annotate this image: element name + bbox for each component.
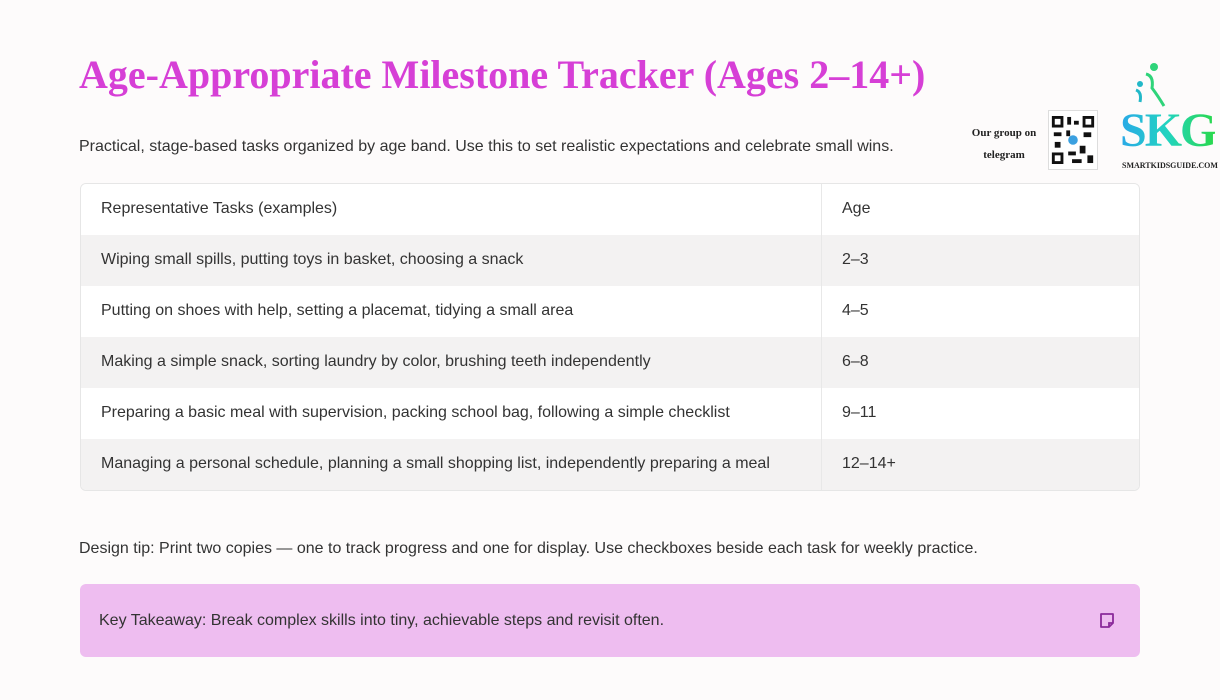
telegram-text: Our group on — [971, 127, 1037, 139]
task-cell: Putting on shoes with help, setting a placemat, tidying a small area — [81, 286, 822, 337]
sticky-note-icon — [1098, 612, 1116, 630]
telegram-text-2: telegram — [983, 149, 1025, 161]
design-tip: Design tip: Print two copies — one to track progress and one for display. Use checkboxes beside each task for weekly practice. — [79, 540, 978, 557]
header-tasks: Representative Tasks (examples) — [81, 184, 822, 235]
table-row — [81, 337, 1139, 388]
subtitle: Practical, stage-based tasks organized by age band. Use this to set realistic expectations and celebrate small wins. — [79, 138, 894, 155]
takeaway-text: Key Takeaway: Break complex skills into tiny, achievable steps and revisit often. — [99, 611, 665, 629]
table-row — [81, 235, 1139, 286]
brand-logo: SKG — [1120, 104, 1216, 157]
age-cell: 4–5 — [842, 302, 869, 319]
kids-logo-icon — [1132, 62, 1166, 108]
table-row — [81, 286, 1139, 337]
task-cell: Managing a personal schedule, planning a small shopping list, independently preparing a meal — [81, 439, 822, 490]
age-cell: 6–8 — [842, 353, 869, 370]
brand-url: SMARTKIDSGUIDE.COM — [1122, 161, 1218, 170]
age-cell: 9–11 — [842, 404, 877, 421]
table-header — [81, 184, 1139, 235]
task-cell: Preparing a basic meal with supervision, packing school bag, following a simple checklist — [81, 388, 822, 439]
key-takeaway-callout — [80, 584, 1140, 657]
qr-code-icon — [1048, 110, 1098, 170]
header-age: Age — [842, 200, 871, 217]
telegram-label — [966, 122, 1042, 166]
table-row — [81, 388, 1139, 439]
page-title: Age-Appropriate Milestone Tracker (Ages 2–14+) — [79, 52, 926, 97]
milestone-table — [80, 183, 1140, 491]
age-cell: 2–3 — [842, 251, 869, 268]
table-row — [81, 439, 1139, 490]
task-cell: Wiping small spills, putting toys in basket, choosing a snack — [81, 235, 822, 286]
task-cell: Making a simple snack, sorting laundry by color, brushing teeth independently — [81, 337, 822, 388]
age-cell: 12–14+ — [842, 455, 896, 472]
